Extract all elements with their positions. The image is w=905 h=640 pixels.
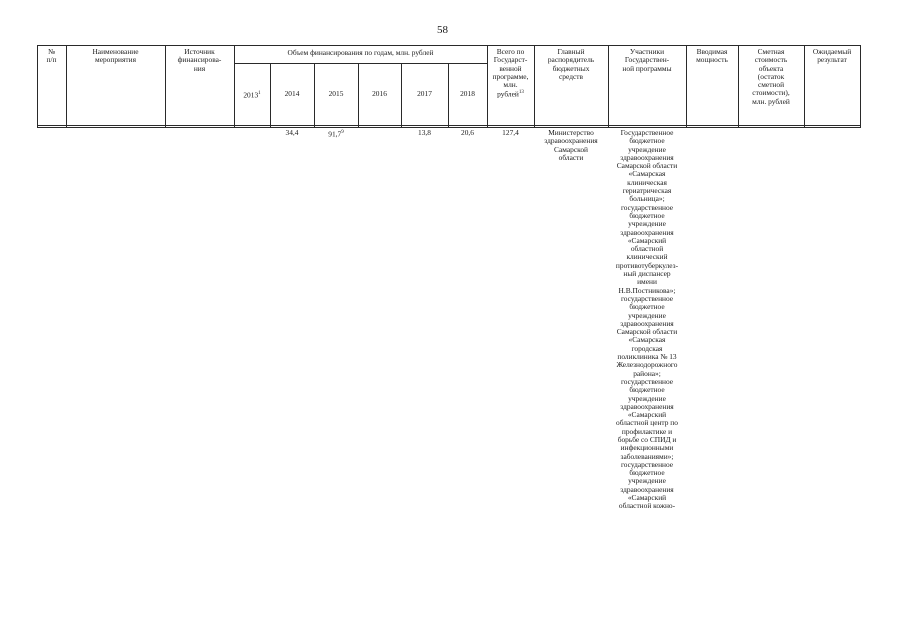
participants-line: Железнодорожного (616, 360, 678, 370)
participants-line: государственное (620, 293, 674, 303)
participants-line: «Самарский (627, 410, 667, 420)
header-budget-manager: Главный распорядитель бюджетных средств (547, 47, 595, 81)
header-year-2015: 2015 (328, 89, 344, 98)
header-estimated-cost: Сметная стоимость объекта (остаток сметной стоимости), млн. рублей (752, 47, 790, 106)
header-year-2014: 2014 (284, 89, 300, 98)
participants-line: района»; (633, 368, 661, 378)
participants-line: здравоохранения (620, 227, 674, 237)
cell-budget-manager: Министерство здравоохранения Самарской области (544, 128, 598, 162)
participants-line: здравоохранения (620, 152, 674, 162)
participants-line: клиническая (627, 177, 667, 187)
participants-line: учреждение (628, 393, 666, 403)
participants-line: учреждение (628, 476, 666, 486)
participants-line: «Самарский (627, 235, 667, 245)
funding-group-divider (234, 63, 487, 64)
participants-line: Н.В.Постникова»; (618, 285, 676, 295)
header-total: Всего по Государст- венной программе, млн. рублей$^{13}$ (492, 47, 529, 99)
header-year-2017: 2017 (417, 89, 432, 98)
cell-2014: 34,4 (285, 128, 299, 137)
participants-line: учреждение (628, 219, 666, 229)
participants-line: «Самарский (627, 493, 667, 503)
cell-2018: 20,6 (461, 128, 474, 137)
participants-line: бюджетное (629, 210, 665, 220)
participants-line: учреждение (628, 144, 666, 154)
participants-line: учреждение (628, 310, 666, 320)
participants-line: имени (637, 277, 657, 287)
header-expected-result: Ожидаемый результат (812, 47, 852, 65)
participants-line: здравоохранения (620, 484, 674, 494)
participants-line: клинический (626, 252, 668, 262)
participants-line: «Самарская (628, 169, 666, 179)
participants-line: бюджетное (629, 136, 665, 146)
participants-line: гериатрическая (622, 186, 672, 196)
cell-2015: 91,7$^9$ (328, 129, 344, 139)
participants-line: бюджетное (629, 385, 665, 395)
header-capacity: Вводимая мощность (696, 47, 728, 65)
participants-line: поликлиника № 13 (617, 352, 677, 362)
cell-2017: 13,8 (418, 128, 431, 137)
header-funding-group: Объем финансирования по годам, млн. рублей (287, 48, 434, 57)
header-participants: Участники Государствен- ной программы (622, 47, 672, 73)
page-number: 58 (437, 24, 448, 36)
participants-line: государственное (620, 202, 674, 212)
participants-line: бюджетное (629, 302, 665, 312)
column-border (860, 45, 861, 128)
participants-line: больница»; (629, 194, 665, 204)
participants-line: заболеваниями»; (620, 451, 674, 461)
header-year-2016: 2016 (372, 89, 387, 98)
participants-line: Самарской области (616, 327, 678, 337)
header-year-2018: 2018 (460, 89, 475, 98)
header-activity: Наименование мероприятия (92, 47, 139, 65)
participants-line: городская (631, 343, 663, 353)
participants-line: профилактике и (621, 426, 673, 436)
participants-line: государственное (620, 376, 674, 386)
header-source: Источник финансирова- ния (177, 47, 222, 73)
header-num: № п/п (46, 47, 57, 65)
participants-line: областной (630, 244, 664, 254)
cell-participants (608, 129, 686, 511)
cell-total: 127,4 (502, 128, 519, 137)
participants-line: здравоохранения (620, 318, 674, 328)
participants-line: инфекционными (620, 443, 674, 453)
column-border (234, 45, 235, 128)
participants-line: «Самарская (628, 335, 666, 345)
participants-line: здравоохранения (620, 401, 674, 411)
participants-line: Государственное (620, 128, 674, 137)
participants-line: борьбе со СПИД и (617, 434, 677, 444)
participants-line: государственное (620, 459, 674, 469)
participants-line: бюджетное (629, 468, 665, 478)
header-year-2013: 2013$^1$ (243, 90, 261, 100)
participants-line: противотуберкулез- (615, 260, 679, 270)
participants-line: ный диспансер (623, 269, 671, 279)
participants-line: областной кожно- (618, 501, 676, 511)
participants-line: областной центр по (616, 418, 678, 428)
participants-line: Самарской области (616, 161, 678, 171)
